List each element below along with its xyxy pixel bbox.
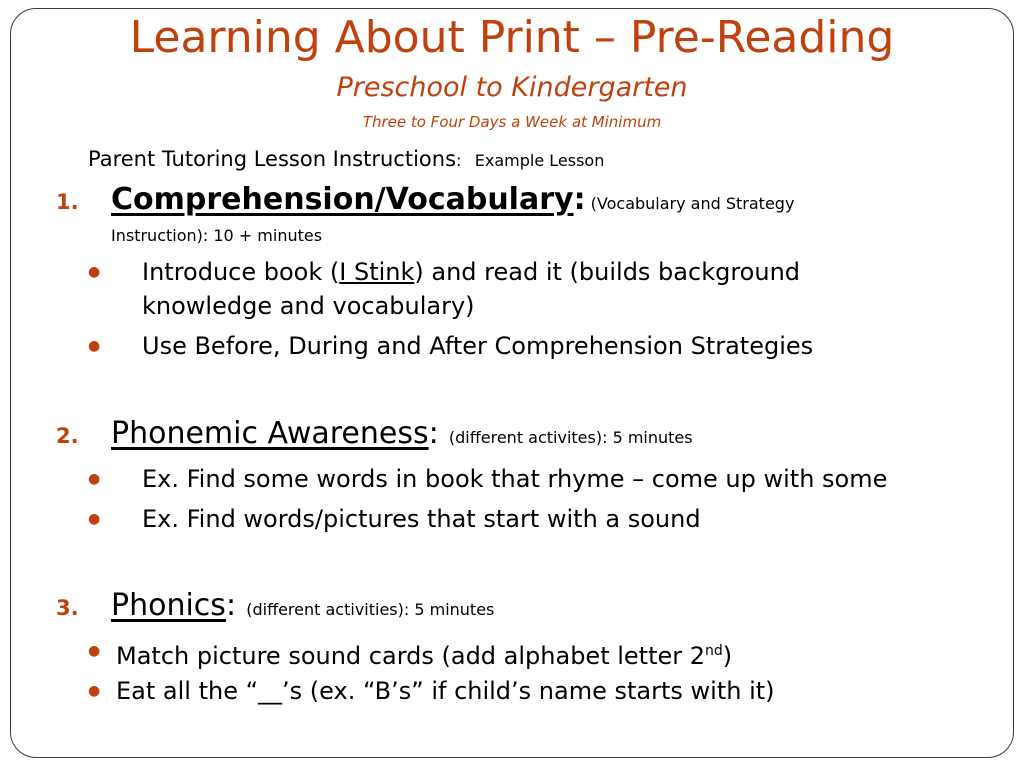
bullet-text-post: ) xyxy=(722,642,733,670)
section-1-bullet-1-line2: knowledge and vocabulary) xyxy=(142,292,475,320)
section-2-bullet-2: Ex. Find words/pictures that start with a sound xyxy=(142,505,701,533)
section-1-heading xyxy=(111,182,794,222)
intro-main: Parent Tutoring Lesson Instructions xyxy=(88,147,457,171)
bullet-icon: ● xyxy=(88,471,101,487)
section-3-heading xyxy=(111,588,494,628)
intro-colon: : xyxy=(456,151,462,170)
section-3-bullet-1 xyxy=(116,634,732,673)
section-2-colon: : xyxy=(428,416,439,451)
slide-subtitle-frequency: Three to Four Days a Week at Minimum xyxy=(362,113,662,131)
bullet-text-post: ) and read it (builds background xyxy=(414,258,801,286)
section-1-number: 1. xyxy=(56,190,79,214)
lesson-intro xyxy=(88,144,604,176)
section-3-title: Phonics xyxy=(111,588,226,623)
section-3-number: 3. xyxy=(56,596,79,620)
section-3-note: (different activities): 5 minutes xyxy=(246,600,495,619)
slide-subtitle: Preschool to Kindergarten xyxy=(336,72,688,103)
ordinal-suffix: nd xyxy=(705,643,723,659)
section-2-heading xyxy=(111,416,693,456)
bullet-icon: ● xyxy=(88,511,101,527)
section-1-bullet-2: Use Before, During and After Comprehension Strategies xyxy=(142,332,814,360)
section-2-note: (different activites): 5 minutes xyxy=(448,428,693,447)
section-3-colon: : xyxy=(225,588,237,623)
book-title: I Stink xyxy=(339,258,415,286)
section-1-title: Comprehension/Vocabulary xyxy=(111,182,574,217)
bullet-icon: ● xyxy=(88,643,101,659)
section-2-number: 2. xyxy=(56,424,79,448)
bullet-icon: ● xyxy=(88,264,101,280)
intro-example: Example Lesson xyxy=(474,151,605,170)
bullet-icon: ● xyxy=(88,683,101,699)
section-1-note: (Vocabulary and Strategy xyxy=(590,194,795,213)
section-1-colon: : xyxy=(573,182,586,217)
slide-title: Learning About Print – Pre-Reading xyxy=(129,12,895,63)
bullet-text-pre: Match picture sound cards (add alphabet letter 2 xyxy=(116,642,706,670)
bullet-icon: ● xyxy=(88,338,101,354)
section-1-bullet-1 xyxy=(142,255,800,289)
section-1-note-line2: Instruction): 10 + minutes xyxy=(111,226,323,245)
section-2-bullet-1: Ex. Find some words in book that rhyme – come up with some xyxy=(142,465,888,493)
section-2-title: Phonemic Awareness xyxy=(111,416,429,451)
section-3-bullet-2: Eat all the “__’s (ex. “B’s” if child’s name starts with it) xyxy=(116,677,775,705)
bullet-text-pre: Introduce book ( xyxy=(142,258,340,286)
